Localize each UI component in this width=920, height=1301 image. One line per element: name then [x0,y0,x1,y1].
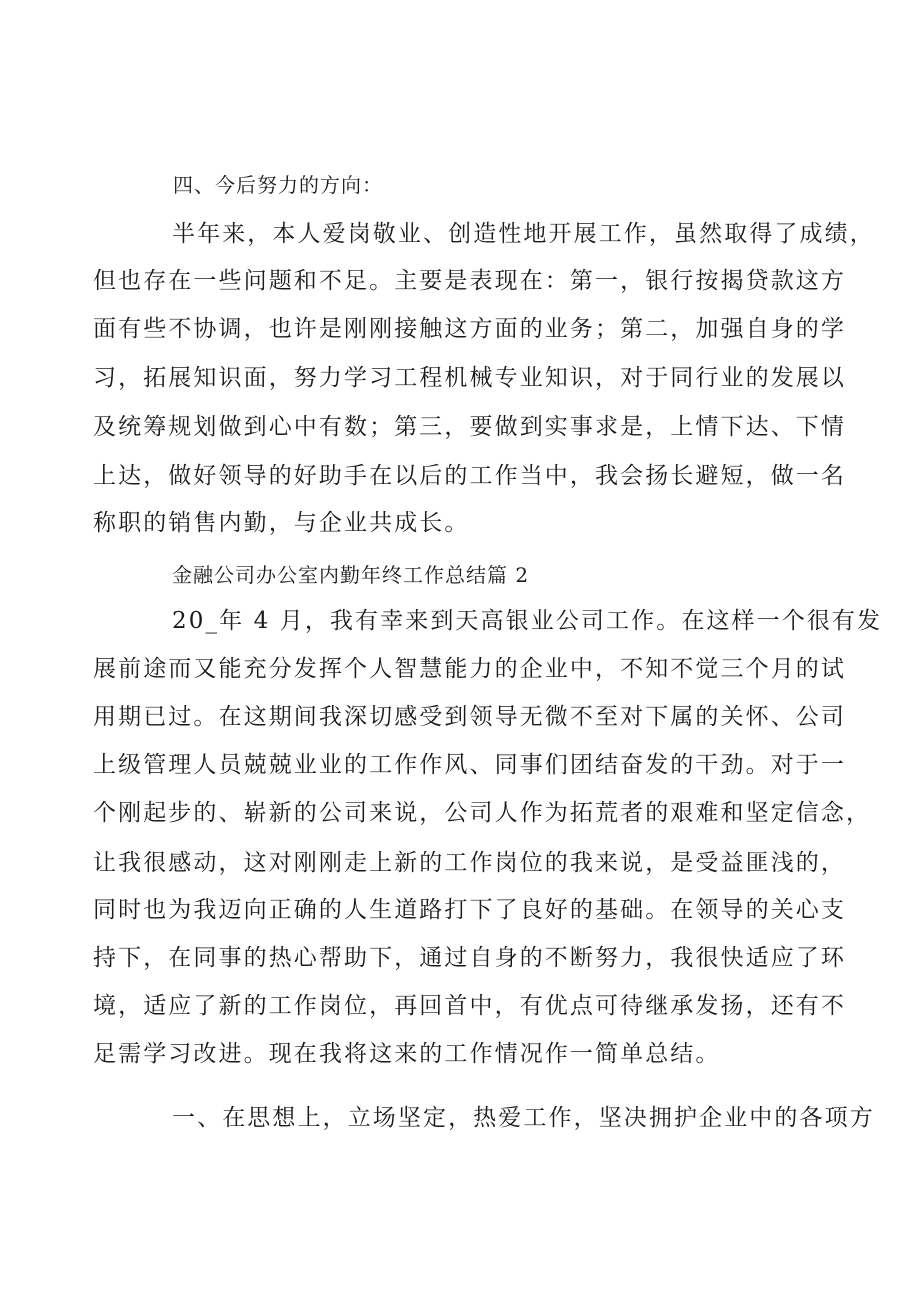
paragraph-line: 足需学习改进。现在我将这来的工作情况作一简单总结。 [93,1041,721,1067]
article-title: 金融公司办公室内勤年终工作总结篇 2 [172,563,530,587]
section-heading: 四、今后努力的方向： [173,173,383,197]
paragraph-line: 称职的销售内勤，与企业共成长。 [93,510,470,536]
paragraph-line: 及统筹规划做到心中有数；第三，要做到实事求是，上情下达、下情 [93,414,846,440]
paragraph-line: 上达，做好领导的好助手在以后的工作当中，我会扬长避短，做一名 [93,463,846,489]
paragraph-line: 持下，在同事的热心帮助下，通过自身的不断努力，我很快适应了环 [93,945,846,971]
paragraph-line: 展前途而又能充分发挥个人智慧能力的企业中，不知不觉三个月的试 [93,656,846,682]
paragraph-line: 半年来，本人爱岗敬业、创造性地开展工作，虽然取得了成绩， [172,221,875,247]
paragraph-line: 习，拓展知识面，努力学习工程机械专业知识，对于同行业的发展以 [93,365,846,391]
paragraph-line: 让我很感动，这对刚刚走上新的工作岗位的我来说，是受益匪浅的， [93,850,846,876]
paragraph-line: 同时也为我迈向正确的人生道路打下了良好的基础。在领导的关心支 [93,897,846,923]
paragraph-line: 个刚起步的、崭新的公司来说，公司人作为拓荒者的艰难和坚定信念， [93,800,872,826]
paragraph-line: 上级管理人员兢兢业业的工作作风、同事们团结奋发的干劲。对于一 [93,752,846,778]
paragraph-line: 一、在思想上，立场坚定，热爱工作，坚决拥护企业中的各项方 [172,1105,875,1131]
paragraph-line: 境，适应了新的工作岗位，再回首中，有优点可待继承发扬，还有不 [93,993,846,1019]
paragraph-line: 但也存在一些问题和不足。主要是表现在：第一，银行按揭贷款这方 [93,268,846,294]
paragraph-line: 20_年 4 月，我有幸来到天高银业公司工作。在这样一个很有发 [172,608,883,634]
paragraph-line: 用期已过。在这期间我深切感受到领导无微不至对下属的关怀、公司 [93,704,846,730]
paragraph-line: 面有些不协调，也许是刚刚接触这方面的业务；第二，加强自身的学 [93,316,846,342]
